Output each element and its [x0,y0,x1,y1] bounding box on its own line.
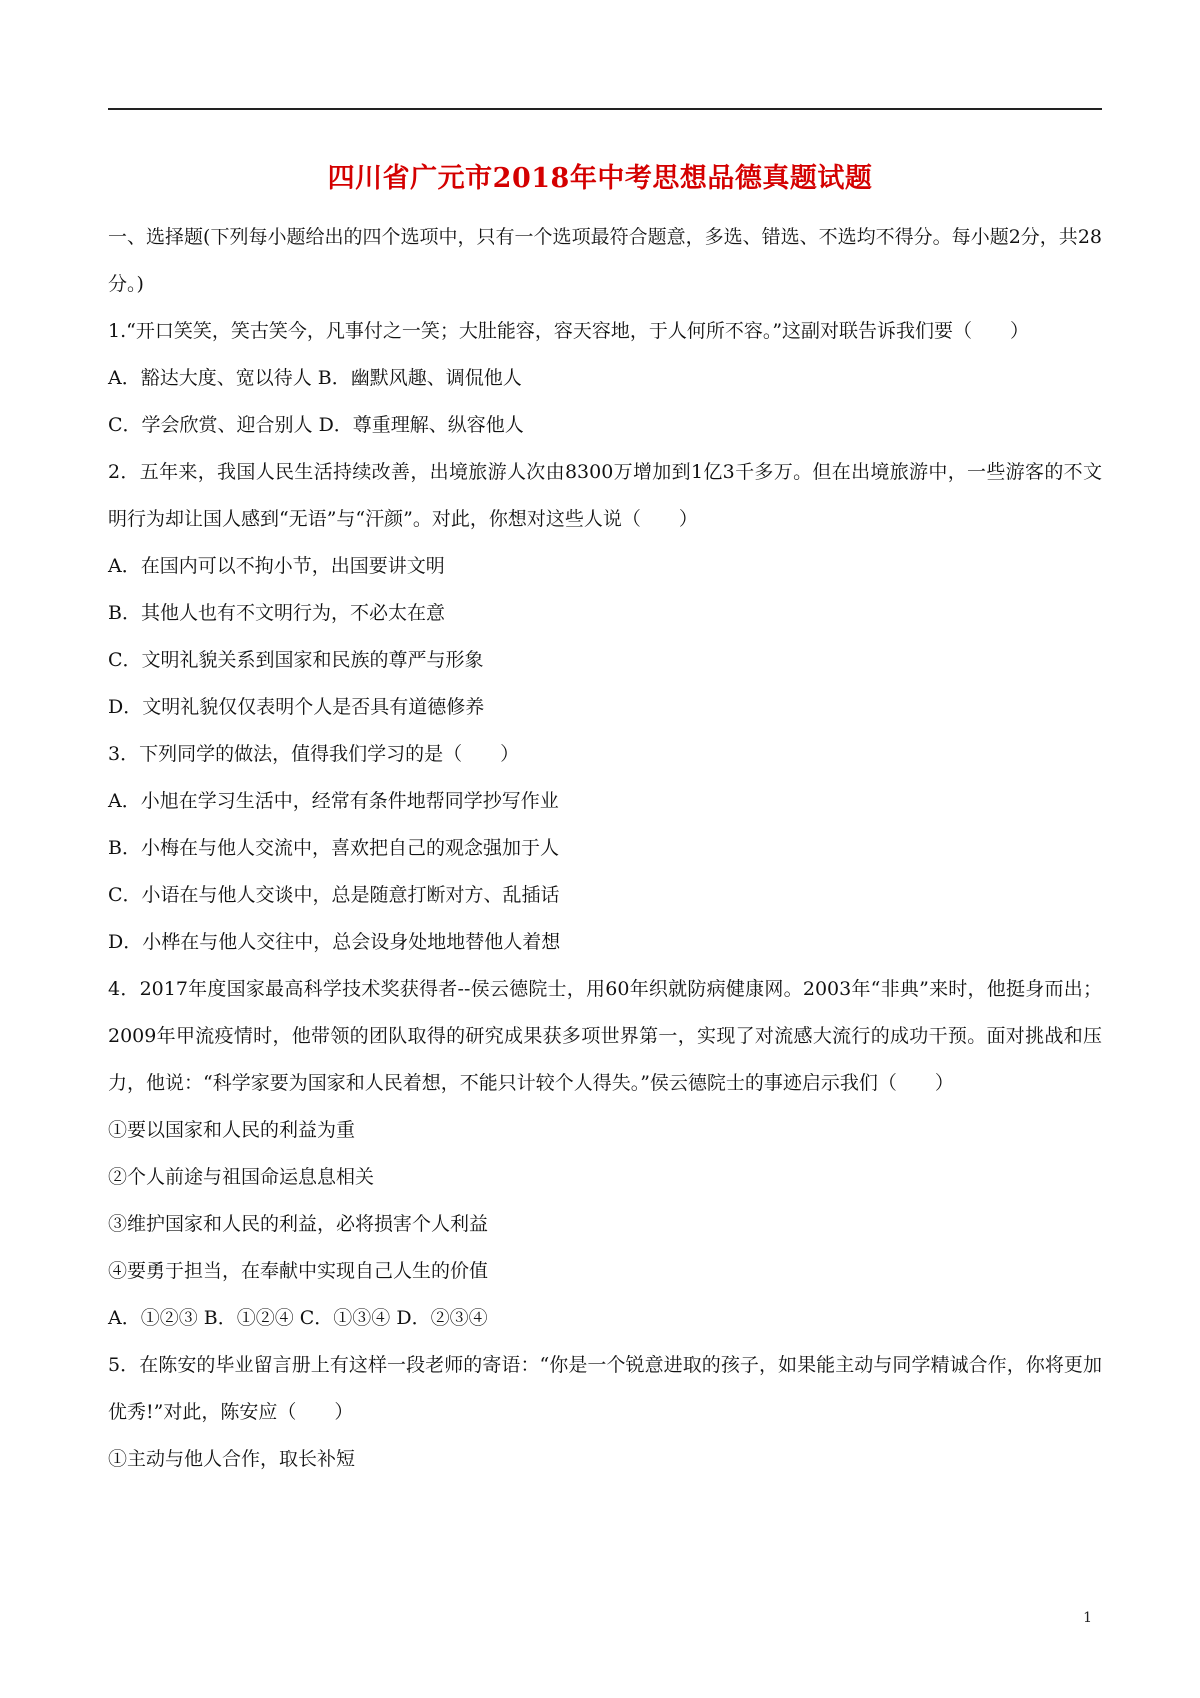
header-rule [108,108,1102,110]
question-stem: 3．下列同学的做法，值得我们学习的是（ ） [108,743,520,765]
option-line: D．小桦在与他人交往中，总会设身处地地替他人着想 [108,931,561,953]
question-stem: 1.“开口笑笑，笑古笑今，凡事付之一笑；大肚能容，容天容地，于人何所不容。”这副对联告诉我们要（ ） [108,320,1030,342]
option-line: C．文明礼貌关系到国家和民族的尊严与形象 [108,649,484,671]
statement-line: ③维护国家和人民的利益，必将损害个人利益 [108,1213,489,1235]
statement-line: ④要勇于担当，在奉献中实现自己人生的价值 [108,1260,489,1282]
option-line: D．文明礼貌仅仅表明个人是否具有道德修养 [108,696,485,718]
statement-line: ①主动与他人合作，取长补短 [108,1448,356,1470]
option-line: C．小语在与他人交谈中，总是随意打断对方、乱插话 [108,884,560,906]
option-line: C．学会欣赏、迎合别人 D．尊重理解、纵容他人 [108,414,524,436]
question-stem: 2．五年来，我国人民生活持续改善，出境旅游人次由8300万增加到1亿3千多万。但在出境旅游中，一些游客的不文明行为却让国人感到“无语”与“汗颜”。对此，你想对这些人说（ ） [108,461,1102,530]
option-line: A．在国内可以不拘小节，出国要讲文明 [108,555,445,577]
statement-line: ②个人前途与祖国命运息息相关 [108,1166,375,1188]
statement-line: ①要以国家和人民的利益为重 [108,1119,356,1141]
option-line: B．小梅在与他人交流中，喜欢把自己的观念强加于人 [108,837,559,859]
option-line: A．①②③ B．①②④ C．①③④ D．②③④ [108,1307,488,1329]
question-stem: 4．2017年度国家最高科学技术奖获得者--侯云德院士，用60年织就防病健康网。2003年“非典”来时，他挺身而出；2009年甲流疫情时，他带领的团队取得的研究成果获多项世界第一，实现了对流感大流行的成功干预。面对挑战和压力，他说：“科学家要为国家和人民着想，不能只计较个人得失。”侯云德院士的事迹启示我们（ ） [108,978,1102,1094]
question-stem: 5．在陈安的毕业留言册上有这样一段老师的寄语：“你是一个锐意进取的孩子，如果能主动与同学精诚合作，你将更加优秀!”对此，陈安应（ ） [108,1354,1102,1423]
option-line: A．小旭在学习生活中，经常有条件地帮同学抄写作业 [108,790,559,812]
section-heading: 一、选择题(下列每小题给出的四个选项中，只有一个选项最符合题意，多选、错选、不选均不得分。每小题2分，共28分。) [108,226,1102,295]
option-line: B．其他人也有不文明行为，不必太在意 [108,602,445,624]
option-line: A．豁达大度、宽以待人 B．幽默风趣、调侃他人 [108,367,522,389]
document-body [108,214,1102,1483]
document-title: 四川省广元市2018年中考思想品德真题试题 [327,163,873,194]
page-number: 1 [1083,1610,1092,1626]
